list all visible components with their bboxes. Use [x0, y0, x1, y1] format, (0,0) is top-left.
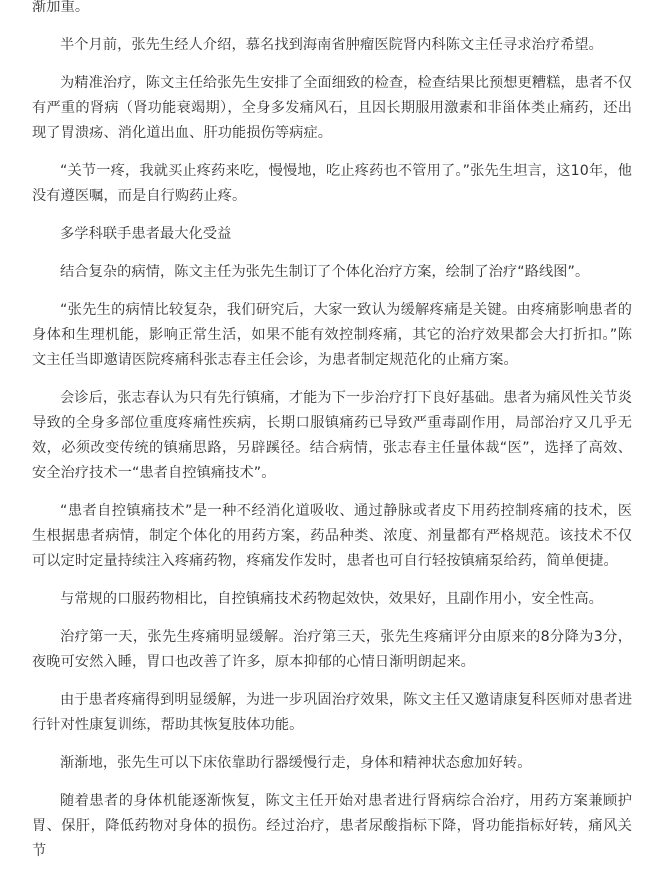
article-paragraph-2: 半个月前，张先生经人介绍，慕名找到海南省肿瘤医院肾内科陈文主任寻求治疗希望。	[60, 37, 603, 53]
article-paragraph-6: 结合复杂的病情，陈文主任为张先生制订了个体化治疗方案，绘制了治疗“路线图”。	[60, 264, 590, 280]
article-paragraph-3: 为精准治疗，陈文主任给张先生安排了全面细致的检查，检查结果比预想更糟糕，患者不仅有严重的肾病（肾功能衰竭期），全身多发痛风石，且因长期服用激素和非甾体类止痛药，还出现了胃溃疡、消化道出血、肝功能损伤等病症。	[32, 75, 632, 141]
article-paragraph-13: 渐渐地，张先生可以下床依靠助行器缓慢行走，身体和精神状态愈加好转。	[60, 755, 532, 771]
article-paragraph-12: 由于患者疼痛得到明显缓解，为进一步巩固治疗效果，陈文主任又邀请康复科医师对患者进行针对性康复训练，帮助其恢复肢体功能。	[32, 692, 632, 733]
article-body	[32, 0, 632, 877]
article-subheading: 多学科联手患者最大化受益	[60, 226, 232, 242]
article-paragraph-11: 治疗第一天，张先生疼痛明显缓解。治疗第三天，张先生疼痛评分由原来的8分降为3分，夜晚可安然入睡，胃口也改善了许多，原本抑郁的心情日渐明朗起来。	[32, 629, 632, 670]
article-paragraph-9: “患者自控镇痛技术”是一种不经消化道吸收、通过静脉或者皮下用药控制疼痛的技术，医生根据患者病情，制定个体化的用药方案，药品种类、浓度、剂量都有严格规范。该技术不仅可以定时定量持续注入疼痛药物，疼痛发作发时，患者也可自行轻按镇痛泵给药，简单便捷。	[32, 503, 632, 569]
article-paragraph-4: “关节一疼，我就买止疼药来吃，慢慢地，吃止疼药也不管用了。”张先生坦言，这10年，他没有遵医嘱，而是自行购药止疼。	[32, 163, 632, 204]
article-paragraph-8: 会诊后，张志春认为只有先行镇痛，才能为下一步治疗打下良好基础。患者为痛风性关节炎导致的全身多部位重度疼痛性疾病，长期口服镇痛药已导致严重毒副作用，局部治疗又几乎无效，必须改变传统的镇痛思路，另辟蹊径。结合病情，张志春主任量体裁“医”，选择了高效、安全治疗技术一“患者自控镇痛技术”。	[32, 390, 632, 481]
article-paragraph-14: 随着患者的身体机能逐渐恢复，陈文主任开始对患者进行肾病综合治疗，用药方案兼顾护胃、保肝，降低药物对身体的损伤。经过治疗，患者尿酸指标下降，肾功能指标好转，痛风关节	[32, 793, 632, 859]
article-paragraph-10: 与常规的口服药物相比，自控镇痛技术药物起效快，效果好，且副作用小，安全性高。	[60, 591, 603, 607]
article-paragraph-7: “张先生的病情比较复杂，我们研究后，大家一致认为缓解疼痛是关键。由疼痛影响患者的身体和生理机能，影响正常生活，如果不能有效控制疼痛，其它的治疗效果都会大打折扣。”陈文主任当即邀请医院疼痛科张志春主任会诊，为患者制定规范化的止痛方案。	[32, 302, 632, 368]
article-paragraph-1: 渐加重。	[32, 0, 90, 15]
